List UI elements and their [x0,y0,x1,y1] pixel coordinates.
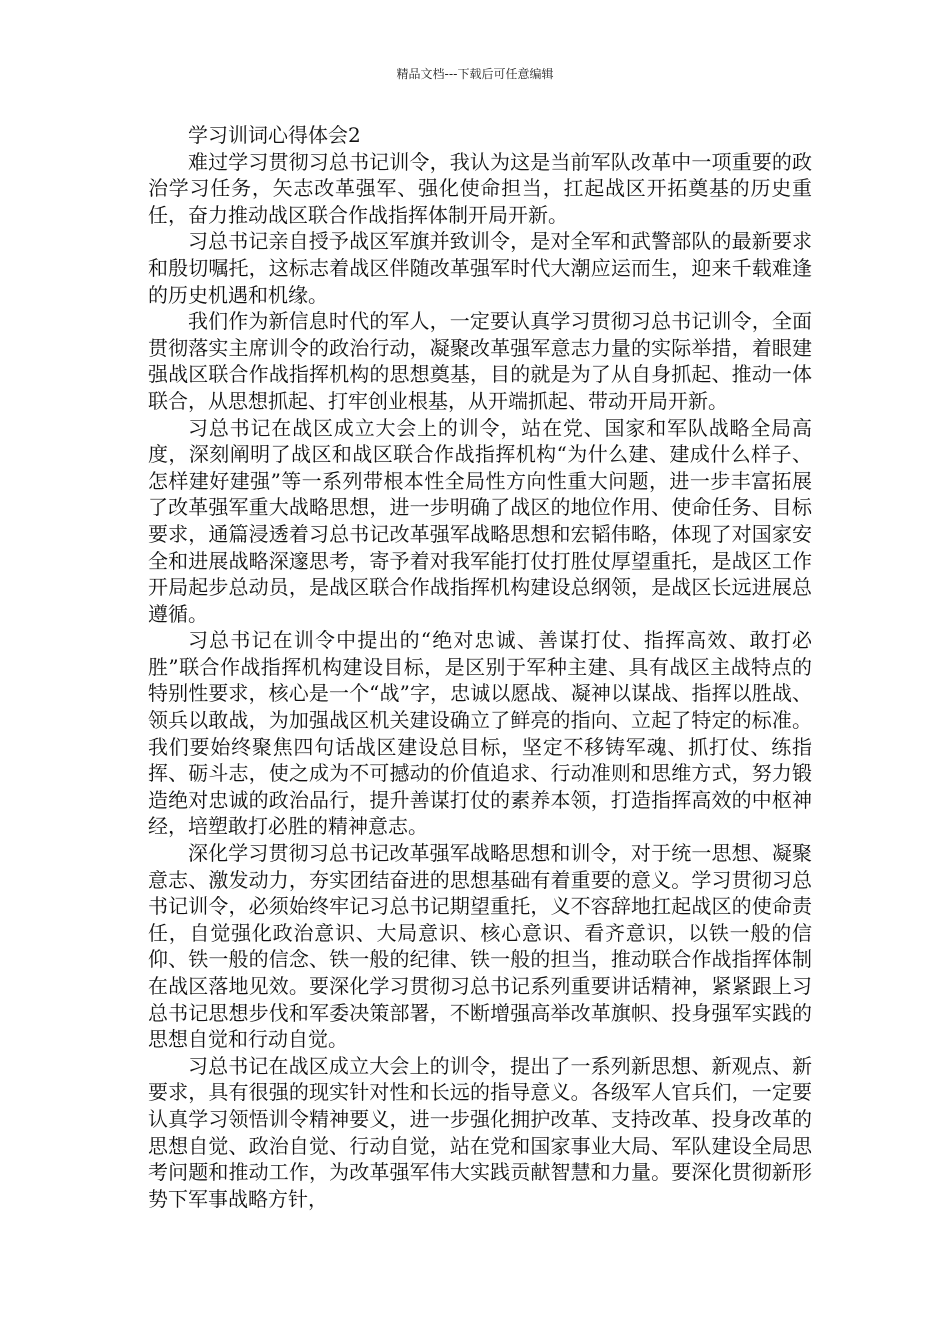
paragraph: 深化学习贯彻习总书记改革强军战略思想和训令，对于统一思想、凝聚意志、激发动力，夯实团结奋进的思想基础有着重要的意义。学习贯彻习总书记训令，必须始终牢记习总书记期望重托，义不容辞地扛起战区的使命责任，自觉强化政治意识、大局意识、核心意识、看齐意识，以铁一般的信仰、铁一般的信念、铁一般的纪律、铁一般的担当，推动联合作战指挥体制在战区落地见效。要深化学习贯彻习总书记系列重要讲话精神，紧紧跟上习总书记思想步伐和军委决策部署，不断增强高举改革旗帜、投身强军实践的思想自觉和行动自觉。 [148,841,812,1052]
paragraph: 习总书记在战区成立大会上的训令，站在党、国家和军队战略全局高度，深刻阐明了战区和战区联合作战指挥机构“为什么建、建成什么样子、怎样建好建强”等一系列带根本性全局性方向性重大问题，进一步丰富拓展了改革强军重大战略思想，进一步明确了战区的地位作用、使命任务、目标要求，通篇浸透着习总书记改革强军战略思想和宏韬伟略，体现了对国家安全和进展战略深邃思考，寄予着对我军能打仗打胜仗厚望重托，是战区工作开局起步总动员，是战区联合作战指挥机构建设总纲领，是战区长远进展总遵循。 [148,415,812,626]
document-title: 学习训词心得体会2 [188,123,361,147]
paragraph: 习总书记在训令中提出的“绝对忠诚、善谋打仗、指挥高效、敢打必胜”联合作战指挥机构建设目标，是区别于军种主建、具有战区主战特点的特别性要求，核心是一个“战”字，忠诚以愿战、凝神以谋战、指挥以胜战、领兵以敢战，为加强战区机关建设确立了鲜亮的指向、立起了特定的标准。我们要始终聚焦四句话战区建设总目标，坚定不移铸军魂、抓打仗、练指挥、砺斗志，使之成为不可撼动的价值追求、行动准则和思维方式，努力锻造绝对忠诚的政治品行，提升善谋打仗的素养本领，打造指挥高效的中枢神经，培塑敢打必胜的精神意志。 [148,628,812,839]
paragraph: 我们作为新信息时代的军人，一定要认真学习贯彻习总书记训令，全面贯彻落实主席训令的政治行动，凝聚改革强军意志力量的实际举措，着眼建强战区联合作战指挥机构的思想奠基，目的就是为了从自身抓起、推动一体联合，从思想抓起、打牢创业根基，从开端抓起、带动开局开新。 [148,309,812,413]
paragraph: 习总书记亲自授予战区军旗并致训令，是对全军和武警部队的最新要求和殷切嘱托，这标志着战区伴随改革强军时代大潮应运而生，迎来千载难逢的历史机遇和机缘。 [148,229,812,307]
document-body [148,122,812,1212]
paragraph: 难过学习贯彻习总书记训令，我认为这是当前军队改革中一项重要的政治学习任务，矢志改革强军、强化使命担当，扛起战区开拓奠基的历史重任，奋力推动战区联合作战指挥体制开局开新。 [148,149,812,227]
page-header: 精品文档---下载后可任意编辑 [396,67,554,81]
paragraph: 习总书记在战区成立大会上的训令，提出了一系列新思想、新观点、新要求，具有很强的现实针对性和长远的指导意义。各级军人官兵们，一定要认真学习领悟训令精神要义，进一步强化拥护改革、支持改革、投身改革的思想自觉、政治自觉、行动自觉，站在党和国家事业大局、军队建设全局思考问题和推动工作，为改革强军伟大实践贡献智慧和力量。要深化贯彻新形势下军事战略方针， [148,1053,812,1211]
